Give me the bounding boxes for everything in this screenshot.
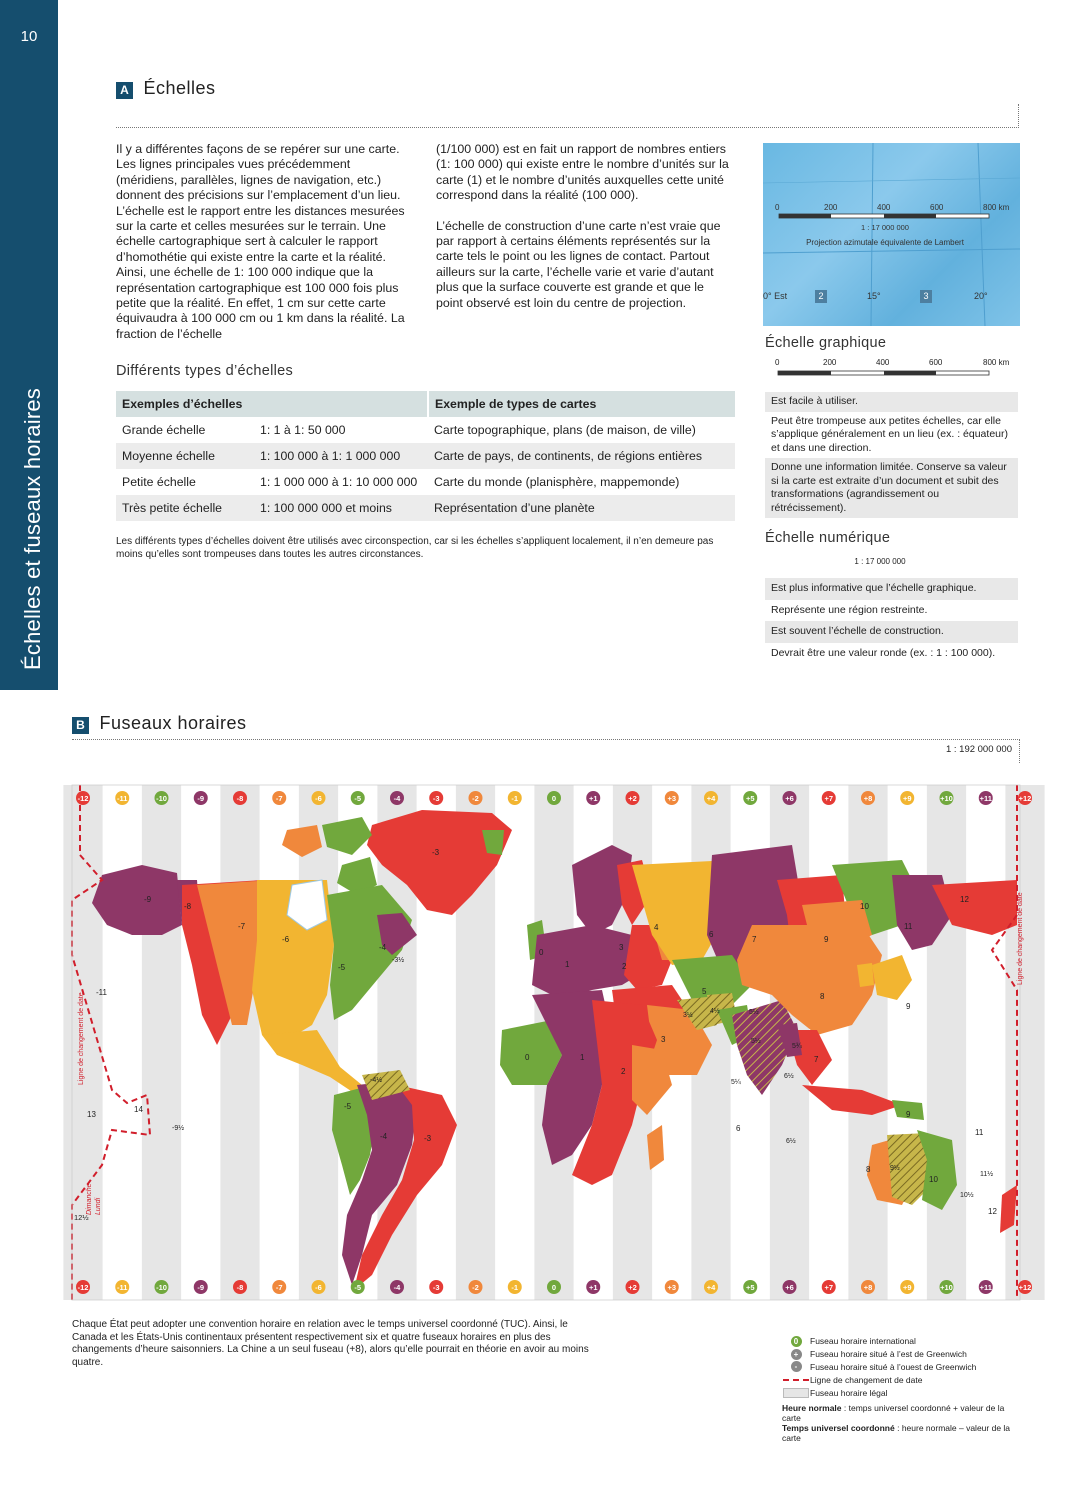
table-cell: Carte de pays, de continents, de régions entières	[428, 443, 735, 469]
inset-label-15: 15°	[867, 291, 881, 301]
korea	[857, 963, 874, 987]
zone-label-top: +12	[1018, 793, 1032, 803]
label-sa4: -4	[380, 1132, 388, 1141]
label-china: 8	[820, 992, 825, 1001]
section-b-rule	[72, 739, 1020, 763]
label-m5: -5	[338, 963, 346, 972]
numeric-item: Est plus informative que l’échelle graphique.	[765, 578, 1018, 600]
zone-label-top: -2	[472, 793, 479, 803]
label-au8: 8	[866, 1165, 871, 1174]
scale-types-table	[116, 391, 735, 521]
zone-label-top: -9	[197, 793, 205, 803]
legend-formula-1	[782, 1403, 1022, 1423]
inset-tick-800: 800 km	[983, 203, 1010, 212]
zone-label-top: +5	[745, 793, 755, 803]
table-row	[116, 495, 735, 521]
zone-label-top: +2	[628, 793, 637, 803]
timezone-legend	[782, 1335, 1022, 1443]
graphic-item: Peut être trompeuse aux petites échelles, car elle s’applique généralement en un lieu (ex. : équateur) et dans une direction.	[771, 414, 1008, 454]
label-iran: 3½	[683, 1012, 693, 1019]
legend-text: Fuseau horaire légal	[810, 1387, 888, 1398]
label-maldives: 5¼	[731, 1079, 741, 1086]
label-m11: -11	[96, 988, 107, 997]
label-e3: 3	[619, 943, 624, 952]
graphic-scale-list	[765, 392, 1018, 518]
label-africa-2: 2	[621, 1067, 626, 1076]
label-japan: 9	[906, 1002, 911, 1011]
zone-label-top: -4	[393, 793, 401, 803]
table-cell: 1: 1 000 000 à 1: 10 000 000	[260, 475, 418, 489]
inset-label-20: 20°	[974, 291, 988, 301]
label-m6: -6	[282, 935, 290, 944]
table-cell: Carte topographique, plans (de maison, de ville)	[434, 423, 696, 437]
legend-row	[782, 1348, 1022, 1361]
label-nepal: 5¾	[792, 1043, 802, 1050]
table-header: Exemples d’échelles	[116, 391, 428, 417]
graphic-scale-title: Échelle graphique	[765, 335, 887, 351]
label-r10: 10	[860, 902, 869, 911]
zone-label-bottom: -11	[117, 1282, 128, 1292]
zone-label-top: +4	[706, 793, 716, 803]
inset-tick-600: 600	[930, 203, 944, 212]
types-note: Les différents types d’échelles doivent être utilisés avec circonspection, car si les échelles s’appliquent localement, il n’en demeure pas moins qu’elles sont trompeuses dans toutes les autres circonstances.	[116, 536, 714, 560]
zone-label-top: -1	[511, 793, 519, 803]
zone-band	[142, 785, 181, 1300]
table-row	[116, 469, 735, 495]
section-a-header	[116, 78, 216, 99]
graphic-item: Donne une information limitée. Conserve sa valeur si la carte est extraite d’un document et subit des transformations (agrandissement ou rétrécissement).	[765, 458, 1018, 518]
formula-1-label: Heure normale	[782, 1402, 842, 1413]
zone-label-top: +3	[667, 793, 677, 803]
zone-label-top: -8	[236, 793, 244, 803]
legend-icon-legal	[782, 1388, 810, 1398]
label-africa-0: 0	[525, 1053, 530, 1062]
inset-label-2: 2	[815, 290, 827, 303]
zone-band	[220, 785, 259, 1300]
label-14: 14	[134, 1105, 143, 1114]
label-vietnam: 7	[814, 1055, 819, 1064]
zone-label-bottom: -3	[432, 1282, 440, 1292]
label-r9: 9	[824, 935, 829, 944]
zone-label-top: -11	[117, 793, 128, 803]
label-sa45: -4½	[370, 1077, 383, 1084]
label-india: 5½	[751, 1038, 761, 1045]
table-row	[116, 417, 735, 443]
graphic-bar-svg	[765, 370, 1018, 378]
zone-label-bottom: -2	[472, 1282, 479, 1292]
zone-label-bottom: -5	[354, 1282, 362, 1292]
vertical-chapter-title: Échelles et fuseaux horaires	[20, 388, 45, 670]
graphic-tick-0: 0	[775, 358, 780, 367]
legend-text: Fuseau horaire international	[810, 1336, 916, 1347]
legend-row	[782, 1386, 1022, 1399]
zone-label-bottom: +4	[706, 1282, 716, 1292]
label-e2: 2	[622, 962, 627, 971]
label-africa-1: 1	[580, 1053, 585, 1062]
zone-label-top: 0	[551, 793, 557, 803]
table-cell: Moyenne échelle	[116, 443, 254, 469]
label-sa3: -3	[424, 1134, 432, 1143]
inset-projection: Projection azimutale équivalente de Lambert	[806, 238, 964, 247]
table-cell: 1: 1 à 1: 50 000	[260, 423, 346, 437]
legend-text: Fuseau horaire situé à l’est de Greenwich	[810, 1349, 967, 1360]
label-125: 12½	[74, 1213, 89, 1222]
zone-label-bottom: +2	[628, 1282, 637, 1292]
label-sa5: -5	[344, 1102, 352, 1111]
formula-2-label: Temps universel coordonné	[782, 1422, 895, 1433]
graphic-tick-200: 200	[823, 358, 837, 367]
zone-label-bottom: -12	[77, 1282, 89, 1292]
zone-label-bottom: +1	[588, 1282, 598, 1292]
day-label-sunday: Dimanche	[86, 1183, 93, 1215]
label-myanmar: 6½	[784, 1073, 794, 1080]
legend-row	[782, 1373, 1022, 1386]
numeric-scale-value: 1 : 17 000 000	[854, 557, 906, 566]
zone-label-bottom: +8	[863, 1282, 873, 1292]
label-p105: 10½	[960, 1192, 974, 1199]
legend-icon-west	[782, 1361, 810, 1372]
zone-label-top: -6	[315, 793, 322, 803]
label-p11: 11	[975, 1128, 984, 1137]
legend-symbol-zero: 0	[791, 1336, 802, 1347]
zone-label-bottom: -7	[275, 1282, 283, 1292]
numeric-scale-list	[765, 578, 1018, 664]
legend-text: Fuseau horaire situé à l’ouest de Greenwich	[810, 1361, 977, 1372]
label-r4: 4	[654, 923, 659, 932]
label-p5: 5	[702, 987, 707, 996]
legend-text: Ligne de changement de date	[810, 1374, 923, 1385]
day-label-monday: Lundi	[95, 1197, 102, 1215]
graphic-tick-600: 600	[929, 358, 943, 367]
table-header: Exemple de types de cartes	[428, 391, 735, 417]
alaska	[92, 865, 182, 935]
graphic-item: Est facile à utiliser.	[765, 392, 1018, 412]
zone-label-bottom: +10	[940, 1282, 953, 1292]
zone-label-bottom: +7	[824, 1282, 834, 1292]
numeric-scale-title: Échelle numérique	[765, 530, 891, 546]
zone-label-bottom: -1	[511, 1282, 519, 1292]
zone-label-bottom: +6	[785, 1282, 794, 1292]
zone-label-bottom: +9	[902, 1282, 912, 1292]
legend-icon-east	[782, 1349, 810, 1360]
zone-label-bottom: -4	[393, 1282, 401, 1292]
zone-label-top: -10	[156, 793, 167, 803]
label-afghanistan: 4½	[710, 1008, 720, 1015]
numeric-item: Devrait être une valeur ronde (ex. : 1 : 100 000).	[771, 646, 996, 659]
inset-tick-200: 200	[824, 203, 838, 212]
table-cell: Grande échelle	[122, 423, 206, 437]
intro-column-1: Il y a différentes façons de se repérer sur une carte. Les lignes principales vues précédemment (méridiens, parallèles, lignes de navigation, etc.) donnent des précisions sur l’emplacement d’un lieu. L’échelle est le rapport entre les distances mesurées sur la carte et celles mesurées sur le terrain. Une échelle cartographique sert à calculer le rapport d’homothétie qui existe entre la carte et la réalité. Ainsi, une échelle de 1: 100 000 indique que la représentation cartographique est 100 000 fois plus petite que la réalité. En effet, 1 cm sur cette carte équivaudra à 100 000 cm ou 1 km dans la réalité. La fraction de l’échelle	[116, 142, 405, 341]
label-nz: 12	[988, 1207, 997, 1216]
label-eq6: 6	[736, 1124, 741, 1133]
zone-label-bottom: -9	[197, 1282, 205, 1292]
graphic-tick-800: 800 km	[983, 358, 1010, 367]
dateline-label-right: Ligne de changement de date	[1017, 892, 1024, 985]
table-cell: 1: 100 000 à 1: 1 000 000	[254, 443, 428, 469]
label-arabia: 3	[661, 1035, 666, 1044]
zone-label-bottom: -10	[156, 1282, 167, 1292]
intro-paragraph-2a: (1/100 000) est en fait un rapport de nombres entiers (1: 100 000) qui existe entre le nombre d’unités sur la carte (1) et le nombre d’unités auxquelles cette unité correspond dans la réalité (100 000).	[436, 142, 729, 203]
section-a-title: Échelles	[143, 78, 216, 98]
legend-symbol-minus: -	[791, 1361, 802, 1372]
zone-band	[927, 785, 966, 1300]
inset-scale-map	[763, 143, 1020, 326]
label-greenland: -3	[432, 848, 440, 857]
legend-row	[782, 1335, 1022, 1348]
label-r7: 7	[752, 935, 757, 944]
grey-box-icon	[783, 1388, 809, 1398]
intro-column-2	[436, 142, 732, 311]
table-cell: 1: 100 000 000 et moins	[254, 495, 428, 521]
inset-tick-0: 0	[775, 203, 780, 212]
table-header-row	[116, 391, 735, 417]
label-e0: 0	[539, 948, 544, 957]
numeric-item: Représente une région restreinte.	[771, 603, 928, 616]
graphic-scale-bar	[765, 358, 1018, 382]
zone-label-bottom: -8	[236, 1282, 244, 1292]
section-b-letter: B	[72, 717, 89, 734]
page-number: 10	[20, 28, 38, 45]
formula-2-text: : heure normale – valeur de la carte	[782, 1422, 1011, 1443]
label-m9: -9	[144, 895, 152, 904]
inset-label-3: 3	[920, 290, 932, 303]
intro-paragraph-2b: L’échelle de construction d’une carte n’est vraie que par rapport à certains éléments représentés sur la carte tels le point ou les lignes de contact. Partout ailleurs sur la carte, l’échelle varie et varie d’autant plus que la surface couverte est grande et que le point observé est loin du centre de projection.	[436, 218, 721, 310]
label-r11: 11	[904, 922, 913, 931]
zone-label-bottom: 0	[551, 1282, 557, 1292]
label-p115: 11½	[980, 1171, 994, 1178]
label-m95: -9½	[172, 1125, 185, 1132]
zone-label-bottom: +5	[745, 1282, 755, 1292]
label-eq9: 9	[906, 1110, 911, 1119]
zone-label-top: +6	[785, 793, 794, 803]
table-cell: Très petite échelle	[116, 495, 254, 521]
zone-label-bottom: +12	[1018, 1282, 1032, 1292]
inset-label-0est: 0° Est	[763, 291, 788, 301]
label-r6: 6	[709, 930, 714, 939]
zone-label-top: +11	[979, 793, 992, 803]
legend-icon-dateline	[782, 1379, 810, 1381]
table-cell: Représentation d’une planète	[428, 495, 735, 521]
table-cell: Petite échelle	[122, 475, 196, 489]
inset-tick-400: 400	[877, 203, 891, 212]
section-b-title: Fuseaux horaires	[99, 713, 247, 733]
timezone-description: Chaque État peut adopter une convention horaire en relation avec le temps universel coordonné (TUC). Ainsi, le Canada et les États-Unis continentaux présentent respectivement six et quatre fuseaux horaires en plus des changements d’heure saisonniers. La Chine a un seul fuseau (+8), alors qu’elle pourrait en théorie en avoir au moins quatre.	[72, 1319, 589, 1368]
label-m35: -3½	[392, 957, 405, 964]
label-e1: 1	[565, 960, 570, 969]
zone-label-top: -12	[77, 793, 89, 803]
zone-label-top: +7	[824, 793, 834, 803]
zone-label-top: +1	[588, 793, 598, 803]
timezone-map	[72, 785, 1032, 1300]
label-m4: -4	[379, 943, 387, 952]
zone-label-bottom: +3	[667, 1282, 677, 1292]
section-b-header	[72, 713, 247, 734]
numeric-item: Est souvent l’échelle de construction.	[765, 621, 1018, 643]
zone-label-top: -5	[354, 793, 362, 803]
label-m7: -7	[238, 922, 246, 931]
formula-1-text: : temps universel coordonné + valeur de la carte	[782, 1402, 1005, 1423]
section-a-letter: A	[116, 82, 133, 99]
label-au10: 10	[929, 1175, 938, 1184]
legend-row	[782, 1361, 1022, 1374]
label-au95: 9½	[890, 1165, 900, 1172]
dateline-label-left: Ligne de changement de date	[78, 992, 85, 1085]
zone-label-bottom: -6	[315, 1282, 322, 1292]
section-a-rule	[116, 104, 1019, 128]
table-row	[116, 443, 735, 469]
dashed-line-icon	[783, 1379, 809, 1381]
zone-label-bottom: +11	[979, 1282, 992, 1292]
types-title: Différents types d’échelles	[116, 363, 294, 379]
zone-label-top: +10	[940, 793, 953, 803]
top-zone-circles	[76, 791, 1032, 805]
zone-label-top: -3	[432, 793, 440, 803]
map-scale-ratio: 1 : 192 000 000	[945, 744, 1012, 755]
inset-ratio: 1 : 17 000 000	[861, 223, 909, 232]
label-r12: 12	[960, 895, 969, 904]
graphic-tick-400: 400	[876, 358, 890, 367]
zone-label-top: -7	[275, 793, 283, 803]
legend-icon-international	[782, 1336, 810, 1347]
legend-symbol-plus: +	[791, 1349, 802, 1360]
legend-formula-2	[782, 1423, 1022, 1443]
table-cell: Carte du monde (planisphère, mappemonde)	[434, 475, 680, 489]
label-m8: -8	[184, 902, 192, 911]
label-eq65: 6½	[786, 1138, 796, 1145]
bottom-zone-circles	[76, 1280, 1032, 1294]
zone-label-top: +9	[902, 793, 912, 803]
label-13: 13	[87, 1110, 96, 1119]
label-p5b: 5½	[749, 1009, 759, 1016]
zone-label-top: +8	[863, 793, 873, 803]
